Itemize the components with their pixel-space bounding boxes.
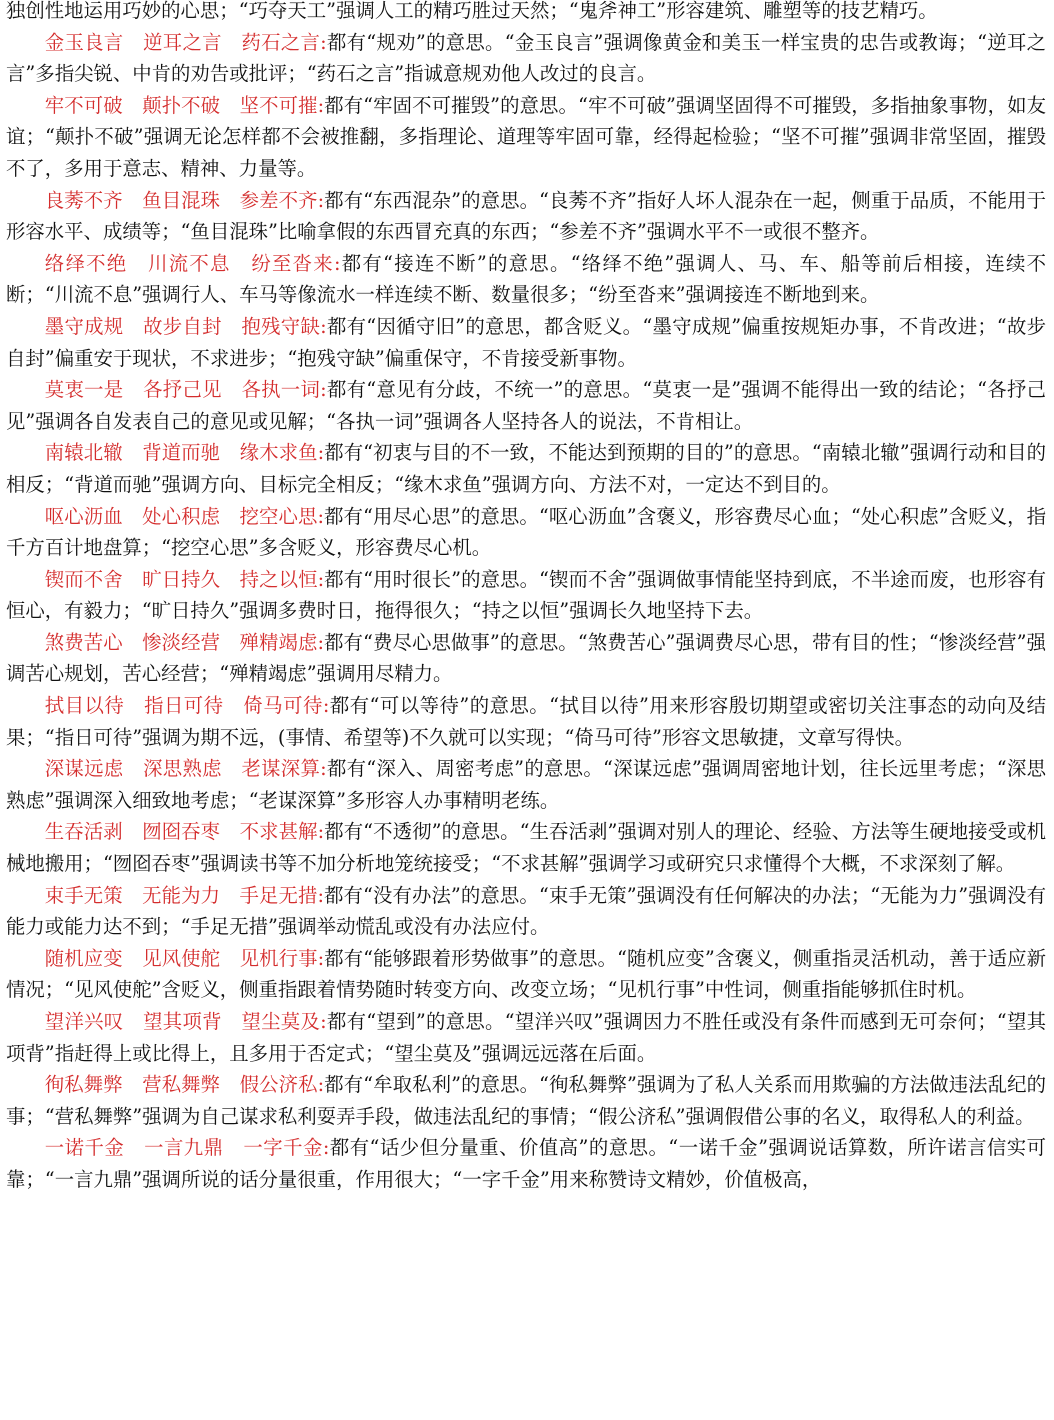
entry-terms: 牢不可破 颠扑不破 坚不可摧: (44, 93, 325, 117)
entry-explanation: 都有“没有办法”的意思。“束手无策”强调没有任何解决的办法；“无能为力”强调没有能力或能力达不到；“手足无措”强调举动慌乱或没有办法应付。 (6, 883, 1047, 939)
idiom-term: 良莠不齐 (44, 188, 123, 212)
idiom-term: 不求甚解 (239, 820, 318, 844)
entry-explanation: 都有“可以等待”的意思。“拭目以待”用来形容殷切期望或密切关注事态的动向及结果；“指日可待”强调为期不远，(事情、希望等)不久就可以实现；“倚马可待”形容文思敏捷，文章写得快。 (6, 694, 1047, 749)
entry-explanation: 都有“费尽心思做事”的意思。“煞费苦心”强调费尽心思，带有目的性；“惨淡经营”强调苦心规划，苦心经营；“殚精竭虑”强调用尽精力。 (6, 630, 1047, 686)
entry-paragraph (6, 627, 1046, 690)
idiom-term: 呕心沥血 (44, 504, 123, 528)
entry-terms: 络绎不绝 川流不息 纷至沓来: (44, 251, 341, 275)
idiom-term: 倚马可待 (242, 694, 323, 718)
entry-explanation: 都有“不透彻”的意思。“生吞活剥”强调对别人的理论、经验、方法等生硬地接受或机械地搬用；“囫囵吞枣”强调读书等不加分析地笼统接受；“不求甚解”强调学习或研究只求懂得个大概，不求深刻了解。 (6, 820, 1047, 876)
idiom-term: 药石之言 (241, 30, 321, 54)
entry-terms: 金玉良言 逆耳之言 药石之言: (44, 30, 327, 54)
entry-terms: 生吞活剥 囫囵吞枣 不求甚解: (44, 820, 325, 844)
idiom-term: 假公济私 (239, 1073, 318, 1097)
idiom-term: 旷日持久 (142, 567, 221, 591)
entry-terms: 良莠不齐 鱼目混珠 参差不齐: (44, 188, 325, 212)
idiom-term: 殚精竭虑 (239, 630, 318, 654)
entry-explanation: 都有“因循守旧”的意思，都含贬义。“墨守成规”偏重按规矩办事，不肯改进；“故步自封”偏重安于现状，不求进步；“抱残守缺”偏重保守，不肯接受新事物。 (6, 314, 1047, 370)
entry-terms: 煞费苦心 惨淡经营 殚精竭虑: (44, 630, 324, 654)
idiom-term: 营私舞弊 (142, 1073, 221, 1097)
entry-paragraph (6, 880, 1046, 943)
entry-paragraph (6, 753, 1046, 816)
idiom-term: 参差不齐 (239, 188, 318, 212)
entry-terms: 拭目以待 指日可待 倚马可待: (44, 694, 330, 718)
idiom-term: 抱残守缺 (241, 314, 321, 338)
idiom-term: 各抒己见 (142, 378, 222, 402)
idiom-term: 望其项背 (142, 1010, 222, 1033)
idiom-term: 持之以恒 (239, 567, 318, 591)
intro-paragraph: 独创性地运用巧妙的心思；“巧夺天工”强调人工的精巧胜过天然；“鬼斧神工”形容建筑、雕塑等的技艺精巧。 (6, 0, 938, 22)
entry-terms: 墨守成规 故步自封 抱残守缺: (44, 314, 327, 338)
entry-paragraph (6, 248, 1046, 311)
idiom-term: 处心积虑 (142, 504, 221, 528)
entry-paragraph (6, 27, 1046, 90)
idiom-term: 深思熟虑 (142, 757, 222, 781)
idiom-term: 老谋深算 (241, 757, 321, 781)
idiom-term: 牢不可破 (44, 93, 123, 117)
idiom-term: 惨淡经营 (142, 630, 221, 654)
entry-paragraph (6, 1132, 1046, 1195)
idiom-term: 颠扑不破 (142, 93, 221, 117)
entry-explanation: 都有“规劝”的意思。“金玉良言”强调像黄金和美玉一样宝贵的忠告或教诲；“逆耳之言”多指尖锐、中肯的劝告或批评；“药石之言”指诚意规劝他人改过的良言。 (6, 30, 1047, 86)
idiom-term: 络绎不绝 (44, 251, 128, 275)
idiom-term: 坚不可摧 (239, 93, 318, 117)
entry-paragraph (6, 437, 1046, 500)
idiom-term: 墨守成规 (44, 314, 124, 338)
idiom-term: 徇私舞弊 (44, 1073, 123, 1097)
idiom-term: 莫衷一是 (44, 378, 124, 402)
entry-terms: 随机应变 见风使舵 见机行事: (44, 946, 325, 970)
entry-terms: 锲而不舍 旷日持久 持之以恒: (44, 567, 325, 591)
entry-paragraph (6, 1006, 1046, 1069)
entry-paragraph (6, 501, 1046, 564)
idiom-term: 一字千金 (242, 1136, 323, 1160)
idiom-term: 指日可待 (143, 694, 224, 718)
entry-explanation: 都有“话少但分量重、价值高”的意思。“一诺千金”强调说话算数，所许诺言信实可靠；“一言九鼎”强调所说的话分量很重，作用很大；“一字千金”用来称赞诗文精妙，价值极高， (6, 1136, 1047, 1191)
idiom-term: 见机行事 (239, 946, 318, 970)
idiom-term: 川流不息 (146, 251, 231, 275)
idiom-term: 囫囵吞枣 (142, 820, 221, 844)
entry-terms: 深谋远虑 深思熟虑 老谋深算: (44, 757, 327, 781)
entry-explanation: 都有“牢固不可摧毁”的意思。“牢不可破”强调坚固得不可摧毁，多指抽象事物，如友谊；“颠扑不破”强调无论怎样都不会被推翻，多指理论、道理等牢固可靠，经得起检验；“坚不可摧”强调非常坚固，摧毁不了，多用于意志、精神、力量等。 (6, 93, 1047, 180)
idiom-term: 一诺千金 (44, 1136, 125, 1160)
entry-paragraph (6, 185, 1046, 248)
idiom-term: 手足无措 (239, 883, 318, 907)
entry-paragraph (6, 90, 1046, 185)
idiom-term: 深谋远虑 (44, 757, 124, 781)
entry-explanation: 都有“东西混杂”的意思。“良莠不齐”指好人坏人混杂在一起，侧重于品质，不能用于形容水平、成绩等；“鱼目混珠”比喻拿假的东西冒充真的东西；“参差不齐”强调水平不一或很不整齐。 (6, 188, 1047, 244)
idiom-term: 金玉良言 (44, 30, 124, 54)
entry-terms: 束手无策 无能为力 手足无措: (44, 883, 324, 907)
entry-terms: 南辕北辙 背道而驰 缘木求鱼: (44, 441, 325, 465)
idiom-term: 望尘莫及 (241, 1010, 321, 1033)
idiom-term: 逆耳之言 (142, 30, 222, 54)
entry-explanation: 都有“能够跟着形势做事”的意思。“随机应变”含褒义，侧重指灵活机动，善于适应新情况；“见风使舵”含贬义，侧重指跟着情势随时转变方向、改变立场；“见机行事”中性词，侧重指能够抓住时机。 (6, 946, 1047, 1002)
entry-paragraph (6, 690, 1046, 753)
idiom-term: 南辕北辙 (44, 441, 123, 465)
entry-paragraph (6, 943, 1046, 1006)
idiom-term: 缘木求鱼 (239, 441, 318, 465)
entry-terms: 望洋兴叹 望其项背 望尘莫及: (44, 1010, 327, 1033)
entry-explanation: 都有“初衷与目的不一致，不能达到预期的目的”的意思。“南辕北辙”强调行动和目的相反；“背道而驰”强调方向、目标完全相反；“缘木求鱼”强调方向、方法不对，一定达不到目的。 (6, 441, 1047, 496)
entry-terms: 呕心沥血 处心积虑 挖空心思: (44, 504, 324, 528)
idiom-term: 锲而不舍 (44, 567, 123, 591)
entry-terms: 莫衷一是 各抒己见 各执一词: (44, 378, 327, 402)
idiom-term: 见风使舵 (142, 946, 221, 970)
idiom-term: 故步自封 (142, 314, 222, 338)
idiom-term: 随机应变 (44, 946, 123, 970)
entry-explanation: 都有“接连不断”的意思。“络绎不绝”强调人、马、车、船等前后相接，连续不断；“川流不息”强调行人、车马等像流水一样连续不断、数量很多；“纷至沓来”强调接连不断地到来。 (6, 251, 1047, 307)
entry-terms: 徇私舞弊 营私舞弊 假公济私: (44, 1073, 325, 1097)
entry-paragraph (6, 311, 1046, 374)
entry-explanation: 都有“用尽心思”的意思。“呕心沥血”含褒义，形容费尽心血；“处心积虑”含贬义，指千方百计地盘算；“挖空心思”多含贬义，形容费尽心机。 (6, 504, 1047, 560)
idiom-term: 拭目以待 (44, 694, 125, 718)
entry-terms: 一诺千金 一言九鼎 一字千金: (44, 1136, 330, 1160)
idiom-term: 背道而驰 (142, 441, 221, 465)
idiom-term: 束手无策 (44, 883, 123, 907)
entry-paragraph (6, 564, 1046, 627)
entry-explanation: 都有“望到”的意思。“望洋兴叹”强调因力不胜任或没有条件而感到无可奈何；“望其项背”指赶得上或比得上，且多用于否定式；“望尘莫及”强调远远落在后面。 (6, 1010, 1047, 1065)
idiom-term: 一言九鼎 (143, 1136, 224, 1160)
idiom-term: 无能为力 (142, 883, 221, 907)
entry-paragraph (6, 374, 1046, 437)
idiom-term: 鱼目混珠 (142, 188, 221, 212)
entry-explanation: 都有“深入、周密考虑”的意思。“深谋远虑”强调周密地计划，往长远里考虑；“深思熟虑”强调深入细致地考虑；“老谋深算”多形容人办事精明老练。 (6, 757, 1047, 812)
entry-explanation: 都有“牟取私利”的意思。“徇私舞弊”强调为了私人关系而用欺骗的方法做违法乱纪的事；“营私舞弊”强调为自己谋求私利耍弄手段，做违法乱纪的事情；“假公济私”强调假借公事的名义，取得私人的利益。 (6, 1073, 1047, 1128)
idiom-term: 煞费苦心 (44, 630, 123, 654)
entry-explanation: 都有“用时很长”的意思。“锲而不舍”强调做事情能坚持到底，不半途而废，也形容有恒心，有毅力；“旷日持久”强调多费时日，拖得很久；“持之以恒”强调长久地坚持下去。 (6, 567, 1047, 623)
idiom-term: 各执一词 (241, 378, 321, 402)
idiom-term: 望洋兴叹 (44, 1010, 124, 1033)
idiom-term: 纷至沓来 (250, 251, 334, 275)
idiom-term: 挖空心思 (239, 504, 318, 528)
entry-paragraph (6, 1069, 1046, 1132)
idiom-term: 生吞活剥 (44, 820, 123, 844)
entry-paragraph (6, 816, 1046, 879)
entry-explanation: 都有“意见有分歧，不统一”的意思。“莫衷一是”强调不能得出一致的结论；“各抒己见”强调各自发表自己的意见或见解；“各执一词”强调各人坚持各人的说法，不肯相让。 (6, 378, 1047, 433)
